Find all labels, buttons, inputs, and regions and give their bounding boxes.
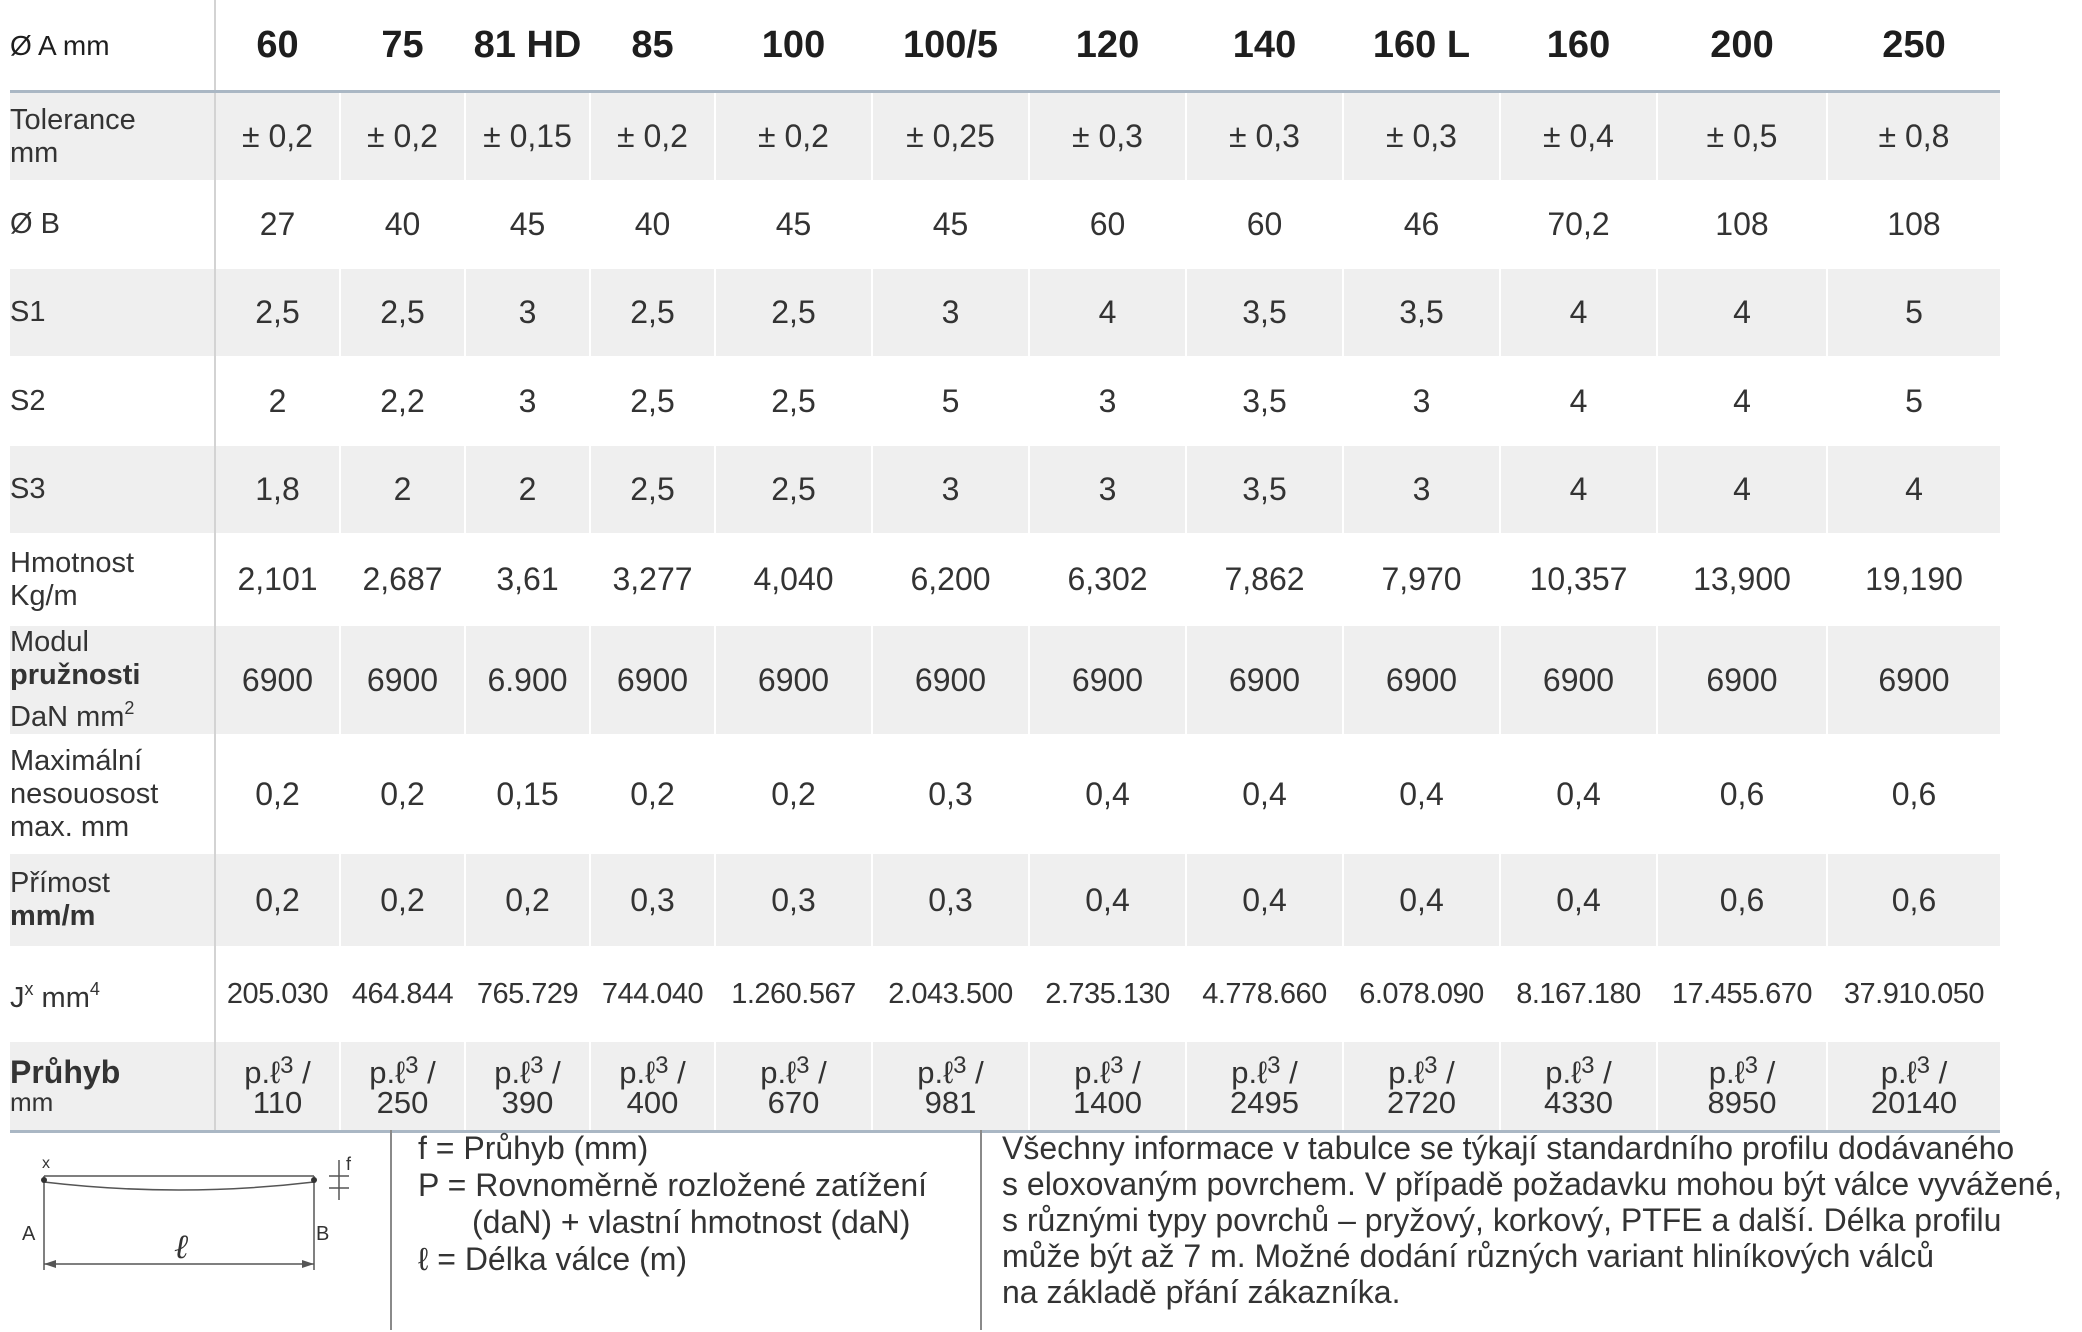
- table-cell: 8.167.180: [1500, 946, 1657, 1042]
- legend-line: f = Průhyb (mm): [418, 1130, 649, 1166]
- row-s2: [10, 356, 2000, 446]
- table-cell: ± 0,2: [215, 92, 340, 181]
- table-cell: 0,6: [1657, 854, 1827, 946]
- table-cell: 45: [715, 180, 872, 269]
- table-cell: 2: [215, 356, 340, 446]
- table-cell: 6,200: [872, 533, 1029, 626]
- row-label: Maximální nesouosost max. mm: [10, 734, 215, 854]
- table-cell: 2,5: [340, 269, 465, 356]
- table-cell: ± 0,8: [1827, 92, 2000, 181]
- length-arrow-right: [302, 1260, 314, 1268]
- row-label: $J^x$ $mm^4$: [10, 946, 215, 1042]
- column-header: 120: [1029, 0, 1186, 92]
- table-cell: 2,5: [715, 269, 872, 356]
- table-cell: ± 0,3: [1029, 92, 1186, 181]
- table-cell: 0,3: [872, 734, 1029, 854]
- table-cell: 108: [1657, 180, 1827, 269]
- table-cell: 0,2: [715, 734, 872, 854]
- table-cell: 6900: [1657, 626, 1827, 734]
- info-note: [980, 1130, 2080, 1330]
- table-cell: 40: [590, 180, 715, 269]
- column-header: 200: [1657, 0, 1827, 92]
- table-cell: 3: [872, 446, 1029, 533]
- table-cell: 3: [872, 269, 1029, 356]
- row-label: Modul pružnosti DaN $mm^2$: [10, 626, 215, 734]
- support-b-pin: [311, 1177, 317, 1183]
- table-cell: 6900: [215, 626, 340, 734]
- row-tolerance: [10, 92, 2000, 181]
- table-cell: 2,101: [215, 533, 340, 626]
- table-cell: ± 0,2: [715, 92, 872, 181]
- table-cell: 3,277: [590, 533, 715, 626]
- table-cell: 6900: [340, 626, 465, 734]
- table-cell: 4,040: [715, 533, 872, 626]
- table-cell: 0,4: [1186, 854, 1343, 946]
- column-header: 250: [1827, 0, 2000, 92]
- table-cell: 1,8: [215, 446, 340, 533]
- table-cell: 5: [872, 356, 1029, 446]
- table-cell: 4: [1657, 269, 1827, 356]
- table-cell: 3,5: [1186, 446, 1343, 533]
- table-cell: 2: [465, 446, 590, 533]
- table-cell: 4: [1827, 446, 2000, 533]
- table-cell: 0,4: [1343, 734, 1500, 854]
- table-cell: 2,5: [715, 446, 872, 533]
- table-cell: 0,6: [1827, 734, 2000, 854]
- column-header: 85: [590, 0, 715, 92]
- table-cell: 0,3: [715, 854, 872, 946]
- table-cell: 70,2: [1500, 180, 1657, 269]
- table-cell: 3: [1029, 446, 1186, 533]
- table-cell: ± 0,5: [1657, 92, 1827, 181]
- table-cell: 5: [1827, 356, 2000, 446]
- table-cell: 6.900: [465, 626, 590, 734]
- table-cell: 2,5: [715, 356, 872, 446]
- table-cell: p.ℓ$^3$ / 390: [465, 1042, 590, 1132]
- table-cell: p.ℓ$^3$ / 400: [590, 1042, 715, 1132]
- column-header: 100/5: [872, 0, 1029, 92]
- legend-line: (daN) + vlastní hmotnost (daN): [472, 1204, 911, 1240]
- table-cell: p.ℓ$^3$ / 250: [340, 1042, 465, 1132]
- table-cell: 4: [1500, 446, 1657, 533]
- table-cell: 4: [1500, 269, 1657, 356]
- row-modul: [10, 626, 2000, 734]
- column-header: 140: [1186, 0, 1343, 92]
- table-cell: 3: [465, 269, 590, 356]
- table-cell: 2,2: [340, 356, 465, 446]
- table-cell: 7,970: [1343, 533, 1500, 626]
- length-arrow-left: [44, 1260, 56, 1268]
- row-label: S1: [10, 269, 215, 356]
- row-label: Ø B: [10, 180, 215, 269]
- table-cell: ± 0,2: [590, 92, 715, 181]
- table-cell: 6,302: [1029, 533, 1186, 626]
- table-cell: 744.040: [590, 946, 715, 1042]
- table-cell: 6900: [872, 626, 1029, 734]
- legend-line: P = Rovnoměrně rozložené zatížení: [418, 1167, 928, 1203]
- table-cell: 60: [1186, 180, 1343, 269]
- table-cell: 0,4: [1029, 734, 1186, 854]
- table-cell: 0,2: [215, 854, 340, 946]
- f-label: f: [346, 1154, 352, 1174]
- note-line: na základě přání zákazníka.: [1002, 1274, 1401, 1310]
- table-cell: 6900: [1029, 626, 1186, 734]
- table-cell: 2,5: [215, 269, 340, 356]
- table-cell: 2,5: [590, 269, 715, 356]
- table-cell: 3,61: [465, 533, 590, 626]
- row-pruhyb: [10, 1042, 2000, 1132]
- table-cell: 0,2: [215, 734, 340, 854]
- beam-deflection-diagram: [14, 1140, 374, 1300]
- row-s3: [10, 446, 2000, 533]
- table-cell: 765.729: [465, 946, 590, 1042]
- row-label: Průhyb mm: [10, 1042, 215, 1132]
- table-cell: 2,5: [590, 446, 715, 533]
- formula-legend: [390, 1130, 980, 1330]
- table-cell: ± 0,15: [465, 92, 590, 181]
- column-header: 100: [715, 0, 872, 92]
- column-header: 160 L: [1343, 0, 1500, 92]
- table-cell: 2,687: [340, 533, 465, 626]
- table-cell: 60: [1029, 180, 1186, 269]
- table-cell: p.ℓ$^3$ / 1400: [1029, 1042, 1186, 1132]
- table-cell: 6900: [1827, 626, 2000, 734]
- table-cell: p.ℓ$^3$ / 110: [215, 1042, 340, 1132]
- table-cell: 3,5: [1186, 356, 1343, 446]
- table-cell: 6900: [1186, 626, 1343, 734]
- table-cell: 19,190: [1827, 533, 2000, 626]
- note-line: s různými typy povrchů – pryžový, korkový, PTFE a další. Délka profilu: [1002, 1202, 2002, 1238]
- table-cell: 0,4: [1500, 734, 1657, 854]
- l-label: ℓ: [174, 1229, 189, 1266]
- table-cell: ± 0,3: [1186, 92, 1343, 181]
- table-cell: p.ℓ$^3$ / 2720: [1343, 1042, 1500, 1132]
- table-cell: 3,5: [1343, 269, 1500, 356]
- table-cell: 2.043.500: [872, 946, 1029, 1042]
- table-cell: 3: [1343, 356, 1500, 446]
- table-cell: 6900: [715, 626, 872, 734]
- table-cell: 0,2: [340, 734, 465, 854]
- table-cell: 2.735.130: [1029, 946, 1186, 1042]
- table-cell: 205.030: [215, 946, 340, 1042]
- table-cell: 4.778.660: [1186, 946, 1343, 1042]
- header-label: Ø A mm: [10, 0, 215, 92]
- table-cell: 0,6: [1827, 854, 2000, 946]
- row-label: Přímost mm/m: [10, 854, 215, 946]
- note-line: s eloxovaným povrchem. V případě požadavku mohou být válce vyvážené,: [1002, 1166, 2063, 1202]
- table-cell: 45: [872, 180, 1029, 269]
- table-cell: ± 0,3: [1343, 92, 1500, 181]
- support-a-pin: [41, 1177, 47, 1183]
- b-label: B: [316, 1223, 330, 1245]
- row-label: Hmotnost Kg/m: [10, 533, 215, 626]
- table-cell: 4: [1500, 356, 1657, 446]
- table-cell: 17.455.670: [1657, 946, 1827, 1042]
- table-cell: 1.260.567: [715, 946, 872, 1042]
- note-line: Všechny informace v tabulce se týkají standardního profilu dodávaného: [1002, 1130, 2015, 1166]
- table-cell: 40: [340, 180, 465, 269]
- a-label: A: [22, 1223, 36, 1245]
- table-cell: p.ℓ$^3$ / 20140: [1827, 1042, 2000, 1132]
- column-header: 60: [215, 0, 340, 92]
- table-cell: 0,15: [465, 734, 590, 854]
- row-b: [10, 180, 2000, 269]
- row-label: Tolerance mm: [10, 92, 215, 181]
- row-s1: [10, 269, 2000, 356]
- row-hmotnost: [10, 533, 2000, 626]
- table-cell: 37.910.050: [1827, 946, 2000, 1042]
- table-cell: 3: [465, 356, 590, 446]
- header-row: [10, 0, 2000, 92]
- table-cell: 6900: [1500, 626, 1657, 734]
- table-cell: 3,5: [1186, 269, 1343, 356]
- row-label: S2: [10, 356, 215, 446]
- column-header: 81 HD: [465, 0, 590, 92]
- table-cell: p.ℓ$^3$ / 2495: [1186, 1042, 1343, 1132]
- table-cell: p.ℓ$^3$ / 981: [872, 1042, 1029, 1132]
- table-cell: 0,2: [340, 854, 465, 946]
- table-cell: 0,4: [1186, 734, 1343, 854]
- table-cell: 3: [1343, 446, 1500, 533]
- table-cell: ± 0,25: [872, 92, 1029, 181]
- table-cell: ± 0,2: [340, 92, 465, 181]
- table-cell: 4: [1657, 446, 1827, 533]
- row-primost: [10, 854, 2000, 946]
- table-cell: 5: [1827, 269, 2000, 356]
- table-cell: 0,2: [465, 854, 590, 946]
- table-cell: 464.844: [340, 946, 465, 1042]
- row-nesouosost: [10, 734, 2000, 854]
- table-cell: 6900: [590, 626, 715, 734]
- column-header: 75: [340, 0, 465, 92]
- legend-line: ℓ = Délka válce (m): [418, 1241, 688, 1277]
- beam-deflected-line: [44, 1182, 314, 1190]
- column-header: 160: [1500, 0, 1657, 92]
- table-cell: 13,900: [1657, 533, 1827, 626]
- note-line: může být až 7 m. Možné dodání různých variant hliníkových válců: [1002, 1238, 1934, 1274]
- row-jx: [10, 946, 2000, 1042]
- table-cell: 6900: [1343, 626, 1500, 734]
- table-cell: 4: [1029, 269, 1186, 356]
- table-cell: 2: [340, 446, 465, 533]
- table-cell: 3: [1029, 356, 1186, 446]
- table-cell: 2,5: [590, 356, 715, 446]
- table-cell: 45: [465, 180, 590, 269]
- table-cell: 0,3: [590, 854, 715, 946]
- table-cell: 10,357: [1500, 533, 1657, 626]
- table-cell: p.ℓ$^3$ / 4330: [1500, 1042, 1657, 1132]
- table-cell: 0,2: [590, 734, 715, 854]
- table-cell: 0,4: [1029, 854, 1186, 946]
- table-cell: 0,4: [1500, 854, 1657, 946]
- table-cell: p.ℓ$^3$ / 670: [715, 1042, 872, 1132]
- x-label: x: [42, 1155, 50, 1172]
- table-cell: 6.078.090: [1343, 946, 1500, 1042]
- spec-table: [10, 0, 2000, 1133]
- table-cell: p.ℓ$^3$ / 8950: [1657, 1042, 1827, 1132]
- table-cell: 46: [1343, 180, 1500, 269]
- table-cell: 0,3: [872, 854, 1029, 946]
- row-label: S3: [10, 446, 215, 533]
- table-cell: 108: [1827, 180, 2000, 269]
- table-cell: 7,862: [1186, 533, 1343, 626]
- table-cell: 27: [215, 180, 340, 269]
- table-cell: 4: [1657, 356, 1827, 446]
- table-cell: 0,4: [1343, 854, 1500, 946]
- table-cell: 0,6: [1657, 734, 1827, 854]
- table-cell: ± 0,4: [1500, 92, 1657, 181]
